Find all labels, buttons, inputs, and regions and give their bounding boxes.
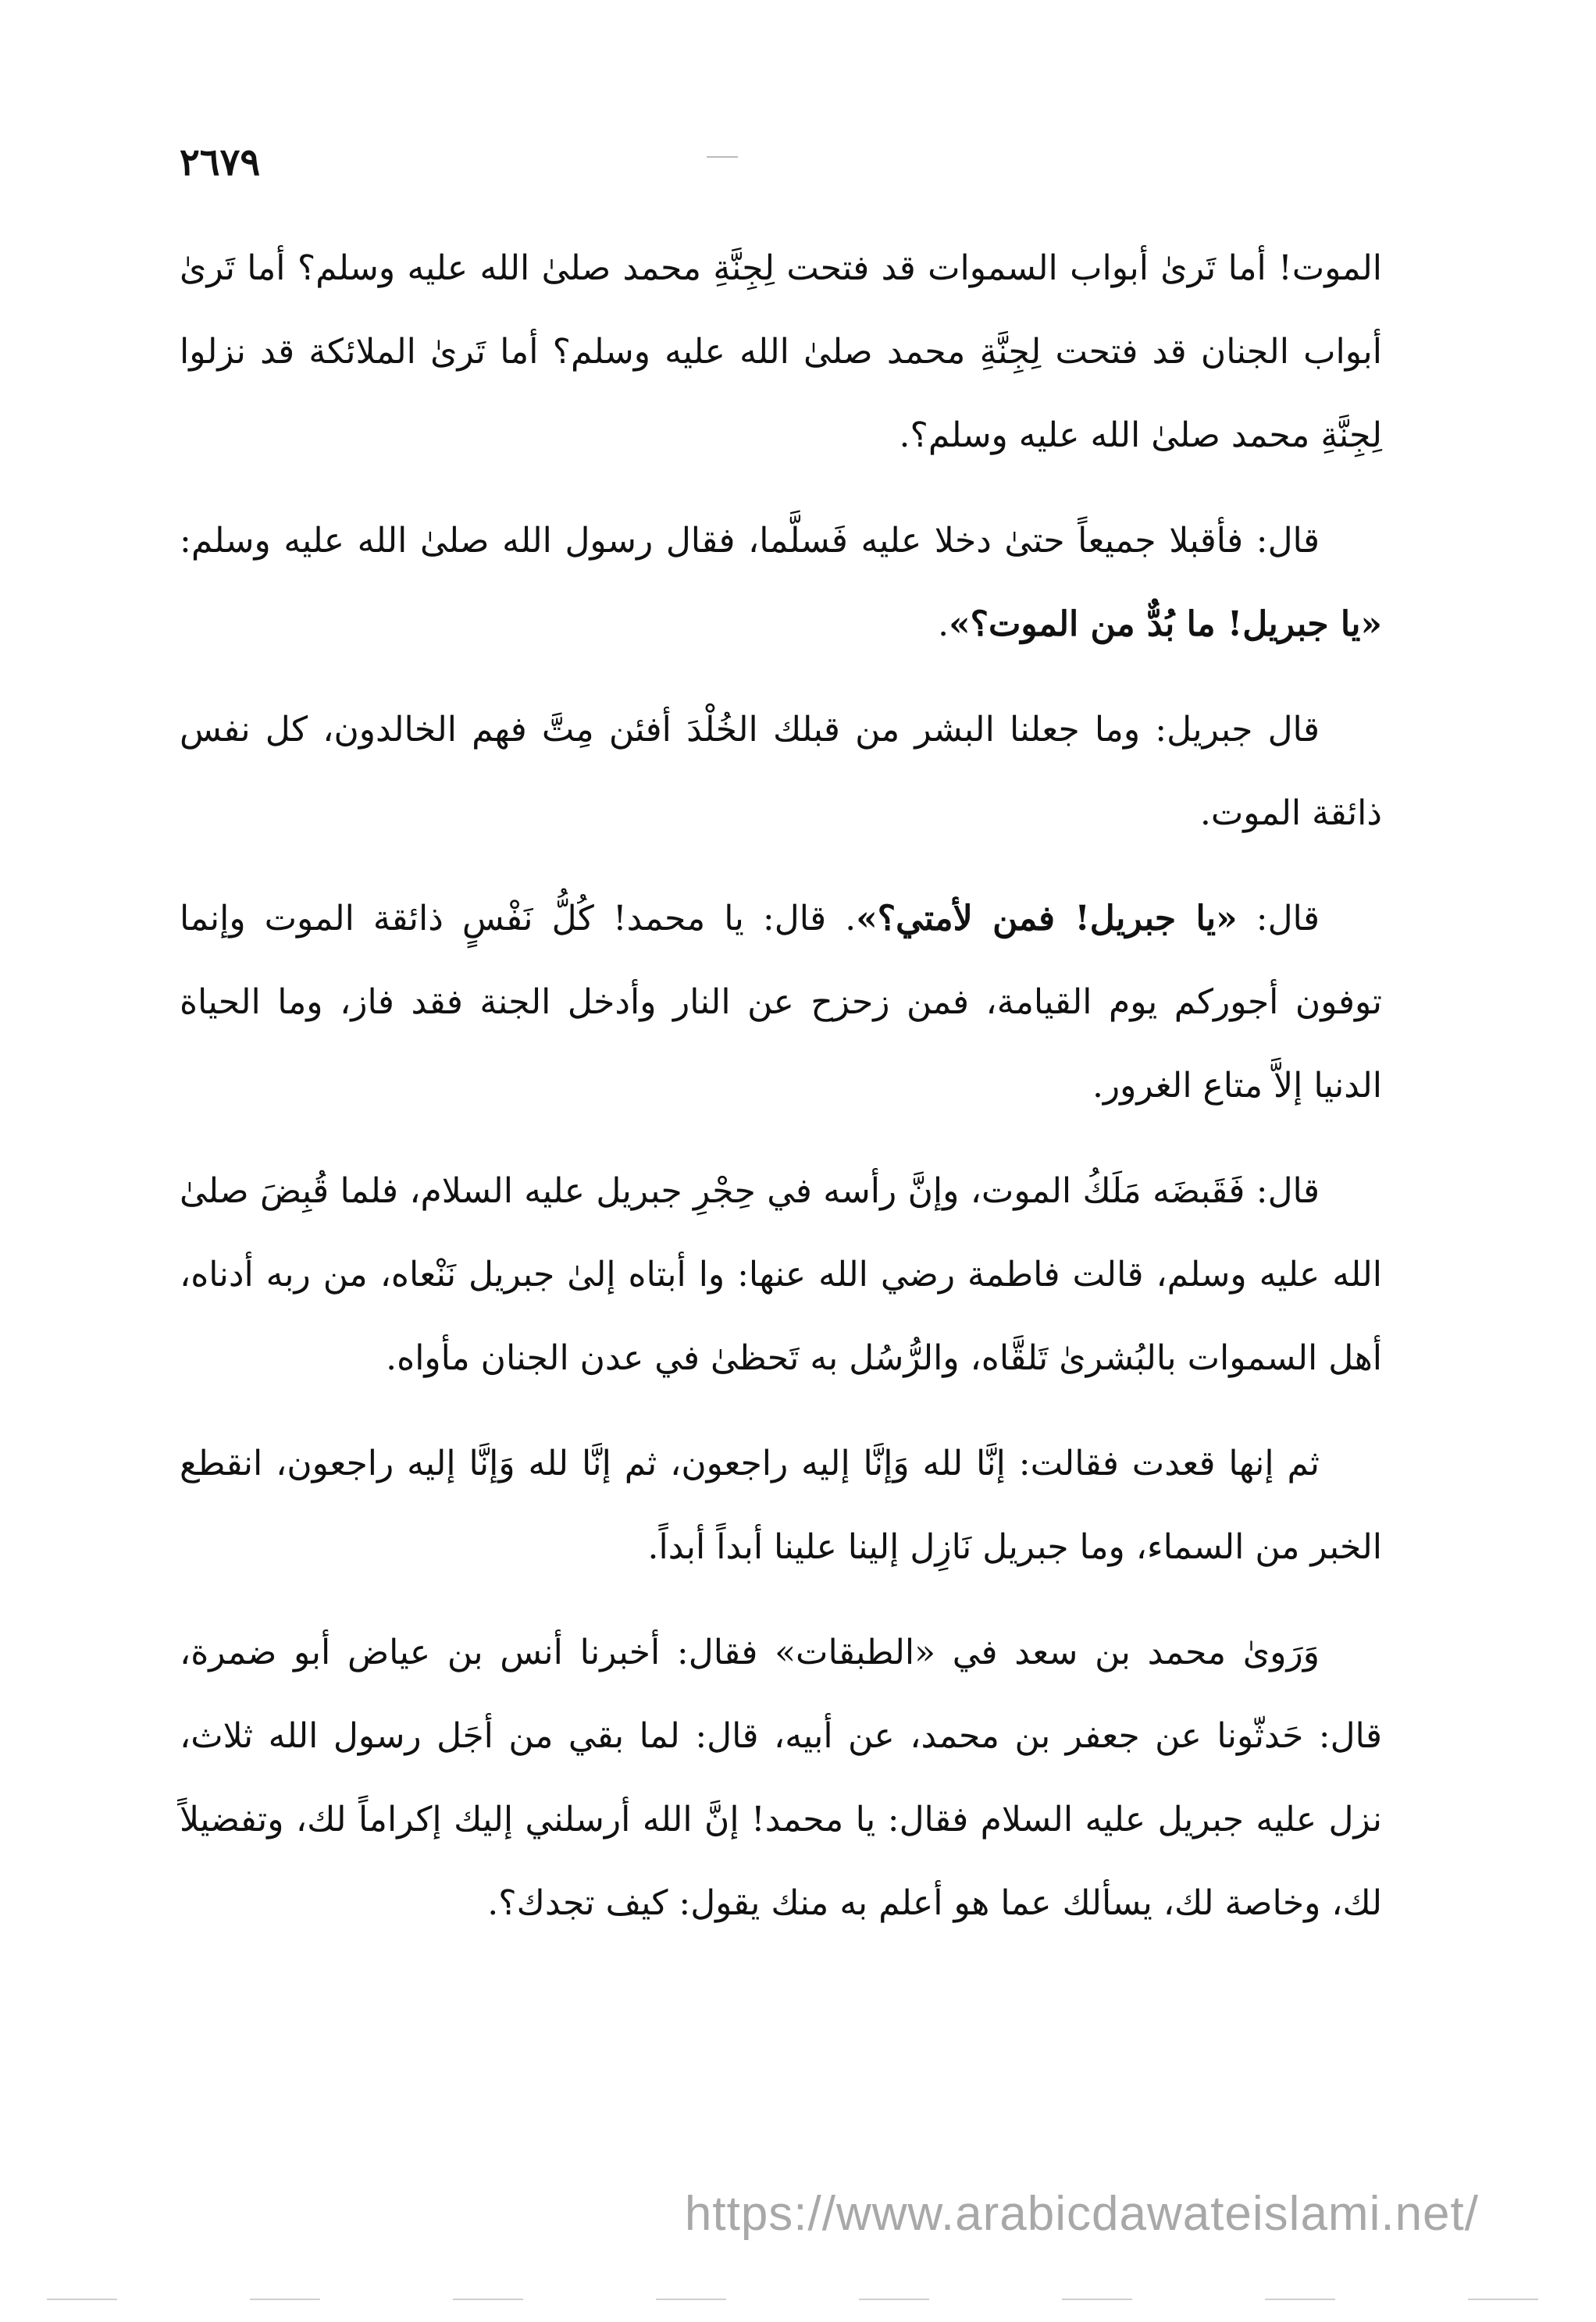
body-text	[180, 226, 1382, 1967]
paragraph-7	[180, 1611, 1382, 1945]
paragraph-7-text: وَرَوىٰ محمد بن سعد في «الطبقات» فقال: أخبرنا أنس بن عياض أبو ضمرة، قال: حَدثّونا عن جعفر بن محمد، عن أبيه، قال: لما بقي من أجَل رسول الله ثلاث، نزل عليه جبريل عليه السلام فقال: يا محمد! إنَّ الله أرسلني إليك إكراماً لك، وتفضيلاً لك، وخاصة لك، يسألك عما هو أعلم به منك يقول: كيف تجدك؟.	[180, 1633, 1382, 1923]
paragraph-6-text: ثم إنها قعدت فقالت: إنَّا لله وَإنَّا إليه راجعون، ثم إنَّا لله وَإنَّا إليه راجعون، انقطع الخبر من السماء، وما جبريل نَازِل إلينا علينا أبداً أبداً.	[180, 1444, 1382, 1567]
paragraph-2	[180, 499, 1382, 666]
paragraph-4-tail: . قال: يا محمد! كُلُّ نَفْسٍ ذائقة الموت وإنما توفون أجوركم يوم القيامة، فمن زحزح عن النار وأدخل الجنة فقد فاز، وما الحياة الدنيا إلاَّ متاع الغرور.	[180, 899, 1382, 1106]
paragraph-1-text: الموت! أما تَرىٰ أبواب السموات قد فتحت لِجِنَّةِ محمد صلىٰ الله عليه وسلم؟ أما تَرىٰ أبواب الجنان قد فتحت لِجِنَّةِ محمد صلىٰ الله عليه وسلم؟ أما تَرىٰ الملائكة قد نزلوا لِجِنَّةِ محمد صلىٰ الله عليه وسلم؟.	[180, 248, 1382, 455]
paragraph-2-quote: «يا جبريل! ما بُدٌّ من الموت؟»	[949, 604, 1382, 644]
paragraph-3	[180, 688, 1382, 855]
paragraph-2-tail: .	[938, 604, 949, 644]
watermark-url: https://www.arabicdawateislami.net/	[684, 2187, 1479, 2241]
scan-speck	[707, 156, 738, 158]
paragraph-4-quote: «يا جبريل! فمن لأمتي؟»	[856, 899, 1238, 938]
paragraph-3-text: قال جبريل: وما جعلنا البشر من قبلك الخُلْدَ أفئن مِتَّ فهم الخالدون، كل نفس ذائقة الموت.	[180, 710, 1382, 833]
scan-bottom-edge	[47, 2299, 1549, 2300]
paragraph-1	[180, 226, 1382, 477]
paragraph-4-text: قال:	[1237, 899, 1320, 938]
paragraph-2-text: قال: فأقبلا جميعاً حتىٰ دخلا عليه فَسلَّما، فقال رسول الله صلىٰ الله عليه وسلم:	[180, 521, 1320, 561]
paragraph-5-text: قال: فَقَبضَه مَلَكُ الموت، وإنَّ رأسه في حِجْرِ جبريل عليه السلام، فلما قُبِضَ صلىٰ الله عليه وسلم، قالت فاطمة رضي الله عنها: وا أبتاه إلىٰ جبريل نَنْعاه، من ربه أدناه، أهل السموات بالبُشرىٰ تَلقَّاه، والرُّسُل به تَحظىٰ في عدن الجنان مأواه.	[180, 1171, 1382, 1378]
paragraph-4	[180, 877, 1382, 1127]
paragraph-5	[180, 1149, 1382, 1400]
paragraph-6	[180, 1422, 1382, 1589]
page-number: ٢٦٧٩	[180, 141, 261, 184]
